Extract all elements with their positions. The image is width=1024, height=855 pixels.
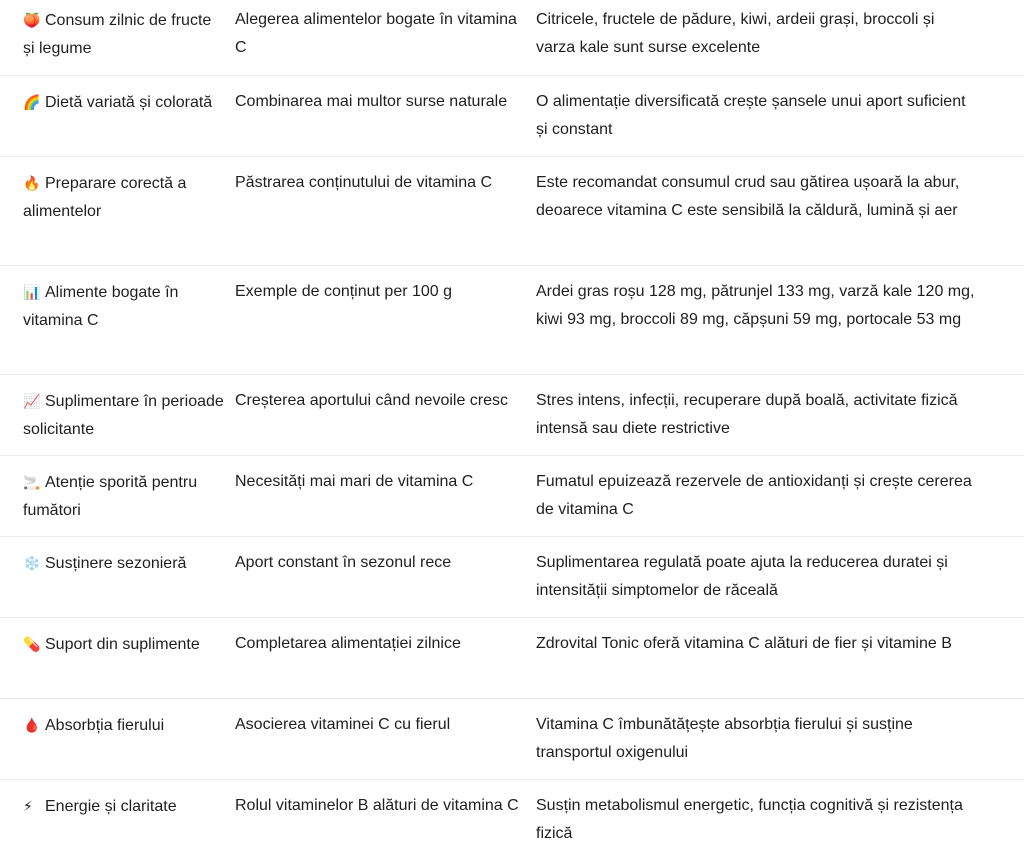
purpose-cell: Combinarea mai multor surse naturale: [235, 93, 508, 110]
table-row: [0, 780, 1024, 855]
details-cell: Este recomandat consumul crud sau gătirea ușoară la abur, deoarece vitamina C este sensibilă la căldură, lumină și aer: [536, 174, 960, 219]
category-label: Dietă variată și colorată: [45, 94, 213, 111]
table-row: [0, 456, 1024, 537]
category-label: Suplimentare în perioade solicitante: [23, 393, 224, 438]
table-row: [0, 375, 1024, 456]
details-cell: Stres intens, infecții, recuperare după boală, activitate fizică intensă sau diete restrictive: [536, 392, 958, 437]
purpose-cell: Aport constant în sezonul rece: [235, 554, 452, 571]
category-cell: [0, 549, 235, 617]
purpose-cell: Creșterea aportului când nevoile cresc: [235, 392, 509, 409]
table-row: [0, 0, 1024, 76]
peach-icon: 🍑: [23, 12, 41, 28]
rainbow-icon: 🌈: [23, 94, 41, 110]
blood-drop-icon: 🩸: [23, 717, 41, 733]
details-cell: Citricele, fructele de pădure, kiwi, ardeii grași, broccoli și varza kale sunt surse excelente: [536, 11, 935, 56]
category-label: Preparare corectă a alimentelor: [23, 175, 187, 220]
category-label: Energie și claritate: [45, 798, 177, 815]
purpose-cell: Completarea alimentației zilnice: [235, 635, 461, 652]
purpose-cell: Asocierea vitaminei C cu fierul: [235, 716, 451, 733]
table-row: [0, 157, 1024, 266]
category-cell: [0, 88, 235, 156]
details-cell: Vitamina C îmbunătățește absorbția fierului și susține transportul oxigenului: [536, 716, 913, 761]
snowflake-icon: ❄️: [23, 555, 41, 571]
category-label: Suport din suplimente: [45, 636, 200, 653]
lightning-icon: ⚡: [23, 798, 33, 814]
table-row: [0, 266, 1024, 375]
category-cell: [0, 792, 235, 855]
table-row: [0, 537, 1024, 618]
purpose-cell: Alegerea alimentelor bogate în vitamina C: [235, 11, 517, 56]
fire-icon: 🔥: [23, 175, 41, 191]
table-row: [0, 699, 1024, 780]
bar-chart-icon: 📊: [23, 284, 41, 300]
details-cell: O alimentație diversificată crește șansele unui aport suficient și constant: [536, 93, 966, 138]
category-cell: [0, 387, 235, 455]
cigarette-icon: 🚬: [23, 474, 41, 490]
purpose-cell: Exemple de conținut per 100 g: [235, 283, 453, 300]
purpose-cell: Rolul vitaminelor B alături de vitamina C: [235, 797, 519, 814]
category-cell: [0, 468, 235, 536]
details-cell: Susțin metabolismul energetic, funcția cognitivă și rezistența fizică: [536, 797, 963, 842]
table-row: [0, 618, 1024, 699]
category-cell: [0, 169, 235, 265]
pill-icon: 💊: [23, 636, 41, 652]
category-cell: [0, 6, 235, 75]
details-cell: Ardei gras roșu 128 mg, pătrunjel 133 mg, varză kale 120 mg, kiwi 93 mg, broccoli 89 mg, căpșuni 59 mg, portocale 53 mg: [536, 283, 975, 328]
purpose-cell: Necesități mai mari de vitamina C: [235, 473, 474, 490]
category-cell: [0, 278, 235, 374]
category-label: Absorbția fierului: [45, 717, 165, 734]
details-cell: Suplimentarea regulată poate ajuta la reducerea duratei și intensității simptomelor de răceală: [536, 554, 948, 599]
category-label: Alimente bogate în vitamina C: [23, 284, 179, 329]
category-label: Consum zilnic de fructe și legume: [23, 12, 212, 57]
details-cell: Fumatul epuizează rezervele de antioxidanți și crește cererea de vitamina C: [536, 473, 972, 518]
trend-up-icon: 📈: [23, 393, 41, 409]
category-label: Atenție sporită pentru fumători: [23, 474, 198, 519]
category-cell: [0, 630, 235, 698]
category-label: Susținere sezonieră: [45, 555, 187, 572]
table-row: [0, 76, 1024, 157]
details-cell: Zdrovital Tonic oferă vitamina C alături de fier și vitamine B: [536, 635, 952, 652]
category-cell: [0, 711, 235, 779]
purpose-cell: Păstrarea conținutului de vitamina C: [235, 174, 493, 191]
